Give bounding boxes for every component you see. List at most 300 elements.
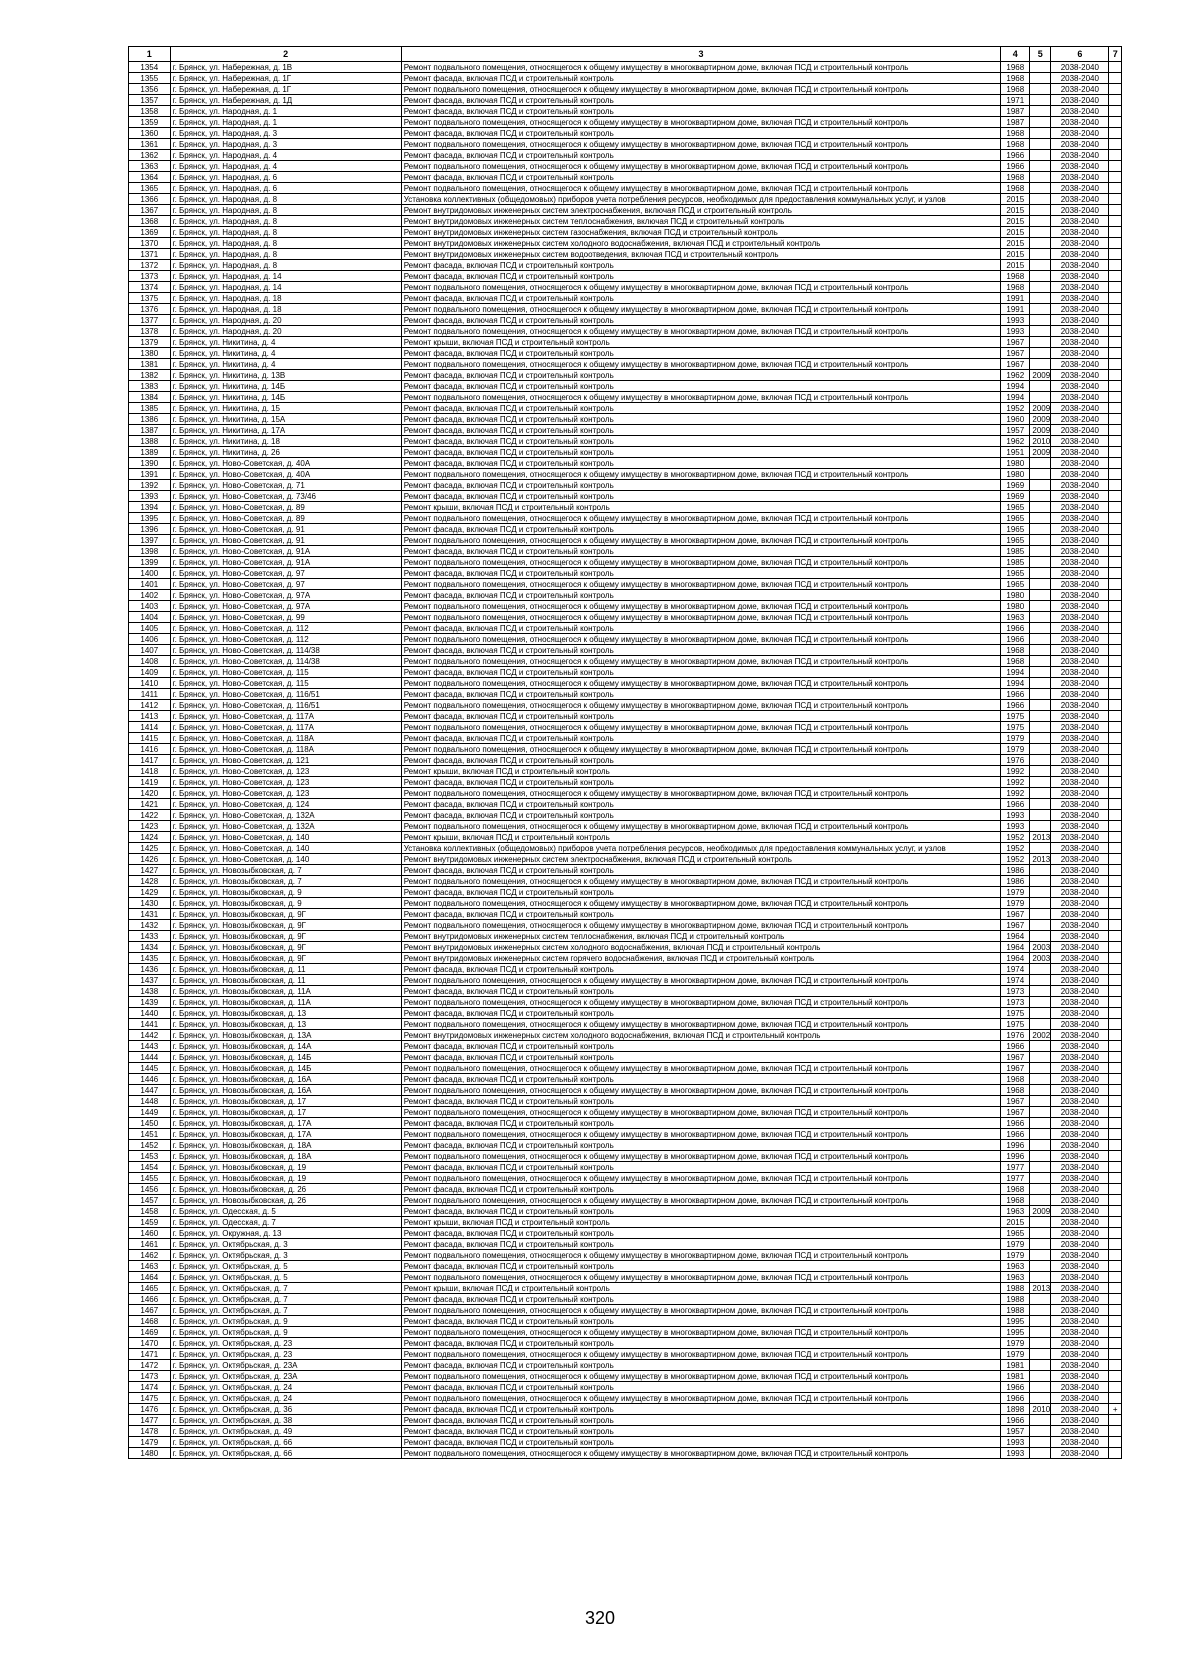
build-year-cell: 1979 xyxy=(1001,1349,1030,1360)
planned-period-cell: 2038-2040 xyxy=(1051,381,1109,392)
row-number-cell: 1445 xyxy=(129,1063,171,1074)
planned-period-cell: 2038-2040 xyxy=(1051,623,1109,634)
address-cell: г. Брянск, ул. Ново-Советская, д. 132А xyxy=(170,821,401,832)
last-repair-year-cell: 2009 xyxy=(1030,414,1051,425)
planned-period-cell: 2038-2040 xyxy=(1051,821,1109,832)
flag-cell xyxy=(1109,414,1122,425)
build-year-cell: 1966 xyxy=(1001,161,1030,172)
table-row xyxy=(129,1085,1122,1096)
address-cell: г. Брянск, ул. Народная, д. 8 xyxy=(170,238,401,249)
address-cell: г. Брянск, ул. Народная, д. 6 xyxy=(170,172,401,183)
table-row xyxy=(129,1008,1122,1019)
table-row xyxy=(129,62,1122,73)
work-type-cell: Ремонт фасада, включая ПСД и строительный контроль xyxy=(401,546,1001,557)
build-year-cell: 1987 xyxy=(1001,106,1030,117)
table-row xyxy=(129,194,1122,205)
flag-cell xyxy=(1109,1327,1122,1338)
address-cell: г. Брянск, ул. Народная, д. 8 xyxy=(170,216,401,227)
column-header: 4 xyxy=(1001,47,1030,62)
row-number-cell: 1371 xyxy=(129,249,171,260)
planned-period-cell: 2038-2040 xyxy=(1051,359,1109,370)
address-cell: г. Брянск, ул. Новозыбковская, д. 9Г xyxy=(170,909,401,920)
last-repair-year-cell xyxy=(1030,1162,1051,1173)
table-row xyxy=(129,546,1122,557)
last-repair-year-cell xyxy=(1030,711,1051,722)
last-repair-year-cell xyxy=(1030,1338,1051,1349)
row-number-cell: 1452 xyxy=(129,1140,171,1151)
row-number-cell: 1405 xyxy=(129,623,171,634)
build-year-cell: 1962 xyxy=(1001,370,1030,381)
last-repair-year-cell xyxy=(1030,975,1051,986)
last-repair-year-cell xyxy=(1030,480,1051,491)
address-cell: г. Брянск, ул. Октябрьская, д. 5 xyxy=(170,1261,401,1272)
planned-period-cell: 2038-2040 xyxy=(1051,700,1109,711)
build-year-cell: 1951 xyxy=(1001,447,1030,458)
work-type-cell: Ремонт подвального помещения, относящегося к общему имуществу в многоквартирном доме, включая ПСД и строительный контроль xyxy=(401,1129,1001,1140)
row-number-cell: 1455 xyxy=(129,1173,171,1184)
row-number-cell: 1451 xyxy=(129,1129,171,1140)
table-row xyxy=(129,359,1122,370)
last-repair-year-cell xyxy=(1030,1019,1051,1030)
flag-cell xyxy=(1109,920,1122,931)
address-cell: г. Брянск, ул. Октябрьская, д. 49 xyxy=(170,1426,401,1437)
build-year-cell: 1975 xyxy=(1001,1008,1030,1019)
build-year-cell: 1966 xyxy=(1001,623,1030,634)
row-number-cell: 1364 xyxy=(129,172,171,183)
table-row xyxy=(129,1360,1122,1371)
table-row xyxy=(129,425,1122,436)
address-cell: г. Брянск, ул. Ново-Советская, д. 123 xyxy=(170,777,401,788)
planned-period-cell: 2038-2040 xyxy=(1051,1426,1109,1437)
planned-period-cell: 2038-2040 xyxy=(1051,1448,1109,1459)
last-repair-year-cell xyxy=(1030,777,1051,788)
last-repair-year-cell xyxy=(1030,1008,1051,1019)
planned-period-cell: 2038-2040 xyxy=(1051,491,1109,502)
table-row xyxy=(129,403,1122,414)
planned-period-cell: 2038-2040 xyxy=(1051,1393,1109,1404)
flag-cell xyxy=(1109,1272,1122,1283)
planned-period-cell: 2038-2040 xyxy=(1051,568,1109,579)
work-type-cell: Ремонт фасада, включая ПСД и строительный контроль xyxy=(401,1118,1001,1129)
flag-cell xyxy=(1109,1063,1122,1074)
row-number-cell: 1372 xyxy=(129,260,171,271)
address-cell: г. Брянск, ул. Ново-Советская, д. 140 xyxy=(170,843,401,854)
address-cell: г. Брянск, ул. Новозыбковская, д. 13 xyxy=(170,1019,401,1030)
work-type-cell: Ремонт подвального помещения, относящегося к общему имуществу в многоквартирном доме, включая ПСД и строительный контроль xyxy=(401,139,1001,150)
work-type-cell: Ремонт фасада, включая ПСД и строительный контроль xyxy=(401,1338,1001,1349)
table-row xyxy=(129,579,1122,590)
row-number-cell: 1416 xyxy=(129,744,171,755)
address-cell: г. Брянск, ул. Ново-Советская, д. 123 xyxy=(170,788,401,799)
build-year-cell: 1966 xyxy=(1001,634,1030,645)
work-type-cell: Ремонт фасада, включая ПСД и строительный контроль xyxy=(401,425,1001,436)
work-type-cell: Ремонт подвального помещения, относящегося к общему имуществу в многоквартирном доме, включая ПСД и строительный контроль xyxy=(401,876,1001,887)
planned-period-cell: 2038-2040 xyxy=(1051,1008,1109,1019)
table-row xyxy=(129,84,1122,95)
row-number-cell: 1450 xyxy=(129,1118,171,1129)
row-number-cell: 1457 xyxy=(129,1195,171,1206)
flag-cell xyxy=(1109,1151,1122,1162)
last-repair-year-cell xyxy=(1030,326,1051,337)
last-repair-year-cell xyxy=(1030,1173,1051,1184)
work-type-cell: Ремонт фасада, включая ПСД и строительный контроль xyxy=(401,689,1001,700)
last-repair-year-cell xyxy=(1030,227,1051,238)
table-row xyxy=(129,700,1122,711)
address-cell: г. Брянск, ул. Новозыбковская, д. 16А xyxy=(170,1074,401,1085)
table-row xyxy=(129,282,1122,293)
planned-period-cell: 2038-2040 xyxy=(1051,1206,1109,1217)
table-row xyxy=(129,205,1122,216)
build-year-cell: 1968 xyxy=(1001,73,1030,84)
last-repair-year-cell xyxy=(1030,1085,1051,1096)
last-repair-year-cell xyxy=(1030,1415,1051,1426)
last-repair-year-cell xyxy=(1030,931,1051,942)
planned-period-cell: 2038-2040 xyxy=(1051,557,1109,568)
row-number-cell: 1443 xyxy=(129,1041,171,1052)
flag-cell xyxy=(1109,733,1122,744)
last-repair-year-cell xyxy=(1030,95,1051,106)
build-year-cell: 1963 xyxy=(1001,1261,1030,1272)
row-number-cell: 1439 xyxy=(129,997,171,1008)
address-cell: г. Брянск, ул. Новозыбковская, д. 16А xyxy=(170,1085,401,1096)
build-year-cell: 1966 xyxy=(1001,1382,1030,1393)
flag-cell xyxy=(1109,634,1122,645)
build-year-cell: 1992 xyxy=(1001,766,1030,777)
build-year-cell: 1979 xyxy=(1001,887,1030,898)
work-type-cell: Ремонт фасада, включая ПСД и строительный контроль xyxy=(401,1074,1001,1085)
last-repair-year-cell xyxy=(1030,150,1051,161)
flag-cell xyxy=(1109,1052,1122,1063)
table-row xyxy=(129,942,1122,953)
work-type-cell: Ремонт фасада, включая ПСД и строительный контроль xyxy=(401,590,1001,601)
table-row xyxy=(129,744,1122,755)
last-repair-year-cell xyxy=(1030,293,1051,304)
last-repair-year-cell xyxy=(1030,1305,1051,1316)
last-repair-year-cell xyxy=(1030,513,1051,524)
last-repair-year-cell xyxy=(1030,260,1051,271)
row-number-cell: 1417 xyxy=(129,755,171,766)
build-year-cell: 1967 xyxy=(1001,1107,1030,1118)
planned-period-cell: 2038-2040 xyxy=(1051,612,1109,623)
work-type-cell: Ремонт подвального помещения, относящегося к общему имуществу в многоквартирном доме, включая ПСД и строительный контроль xyxy=(401,161,1001,172)
planned-period-cell: 2038-2040 xyxy=(1051,436,1109,447)
work-type-cell: Ремонт фасада, включая ПСД и строительный контроль xyxy=(401,799,1001,810)
planned-period-cell: 2038-2040 xyxy=(1051,535,1109,546)
column-header: 2 xyxy=(170,47,401,62)
row-number-cell: 1434 xyxy=(129,942,171,953)
row-number-cell: 1378 xyxy=(129,326,171,337)
build-year-cell: 1965 xyxy=(1001,502,1030,513)
table-row xyxy=(129,1162,1122,1173)
last-repair-year-cell xyxy=(1030,491,1051,502)
row-number-cell: 1467 xyxy=(129,1305,171,1316)
planned-period-cell: 2038-2040 xyxy=(1051,975,1109,986)
table-row xyxy=(129,381,1122,392)
build-year-cell: 1995 xyxy=(1001,1316,1030,1327)
row-number-cell: 1399 xyxy=(129,557,171,568)
row-number-cell: 1410 xyxy=(129,678,171,689)
table-row xyxy=(129,1415,1122,1426)
row-number-cell: 1438 xyxy=(129,986,171,997)
last-repair-year-cell xyxy=(1030,535,1051,546)
build-year-cell: 1967 xyxy=(1001,1052,1030,1063)
last-repair-year-cell xyxy=(1030,865,1051,876)
address-cell: г. Брянск, ул. Новозыбковская, д. 9Г xyxy=(170,953,401,964)
row-number-cell: 1369 xyxy=(129,227,171,238)
build-year-cell: 1968 xyxy=(1001,656,1030,667)
build-year-cell: 1966 xyxy=(1001,689,1030,700)
table-row xyxy=(129,909,1122,920)
planned-period-cell: 2038-2040 xyxy=(1051,766,1109,777)
planned-period-cell: 2038-2040 xyxy=(1051,1371,1109,1382)
flag-cell xyxy=(1109,1393,1122,1404)
last-repair-year-cell xyxy=(1030,634,1051,645)
build-year-cell: 1971 xyxy=(1001,95,1030,106)
flag-cell xyxy=(1109,579,1122,590)
flag-cell: + xyxy=(1109,1404,1122,1415)
row-number-cell: 1440 xyxy=(129,1008,171,1019)
table-row xyxy=(129,337,1122,348)
address-cell: г. Брянск, ул. Ново-Советская, д. 114/38 xyxy=(170,656,401,667)
row-number-cell: 1466 xyxy=(129,1294,171,1305)
work-type-cell: Ремонт подвального помещения, относящегося к общему имуществу в многоквартирном доме, включая ПСД и строительный контроль xyxy=(401,535,1001,546)
address-cell: г. Брянск, ул. Набережная, д. 1Д xyxy=(170,95,401,106)
build-year-cell: 1980 xyxy=(1001,469,1030,480)
work-type-cell: Ремонт фасада, включая ПСД и строительный контроль xyxy=(401,172,1001,183)
planned-period-cell: 2038-2040 xyxy=(1051,1151,1109,1162)
flag-cell xyxy=(1109,744,1122,755)
last-repair-year-cell: 2009 xyxy=(1030,370,1051,381)
last-repair-year-cell xyxy=(1030,128,1051,139)
row-number-cell: 1470 xyxy=(129,1338,171,1349)
last-repair-year-cell xyxy=(1030,1349,1051,1360)
work-type-cell: Ремонт подвального помещения, относящегося к общему имуществу в многоквартирном доме, включая ПСД и строительный контроль xyxy=(401,1250,1001,1261)
row-number-cell: 1448 xyxy=(129,1096,171,1107)
planned-period-cell: 2038-2040 xyxy=(1051,1228,1109,1239)
planned-period-cell: 2038-2040 xyxy=(1051,260,1109,271)
flag-cell xyxy=(1109,1206,1122,1217)
address-cell: г. Брянск, ул. Народная, д. 3 xyxy=(170,128,401,139)
table-row xyxy=(129,513,1122,524)
flag-cell xyxy=(1109,238,1122,249)
planned-period-cell: 2038-2040 xyxy=(1051,1217,1109,1228)
last-repair-year-cell xyxy=(1030,1052,1051,1063)
work-type-cell: Ремонт подвального помещения, относящегося к общему имуществу в многоквартирном доме, включая ПСД и строительный контроль xyxy=(401,1327,1001,1338)
build-year-cell: 1975 xyxy=(1001,1019,1030,1030)
work-type-cell: Ремонт подвального помещения, относящегося к общему имуществу в многоквартирном доме, включая ПСД и строительный контроль xyxy=(401,1107,1001,1118)
planned-period-cell: 2038-2040 xyxy=(1051,1107,1109,1118)
flag-cell xyxy=(1109,73,1122,84)
planned-period-cell: 2038-2040 xyxy=(1051,1019,1109,1030)
work-type-cell: Ремонт крыши, включая ПСД и строительный контроль xyxy=(401,1283,1001,1294)
flag-cell xyxy=(1109,359,1122,370)
table-row xyxy=(129,1195,1122,1206)
table-row xyxy=(129,623,1122,634)
planned-period-cell: 2038-2040 xyxy=(1051,1239,1109,1250)
last-repair-year-cell xyxy=(1030,678,1051,689)
flag-cell xyxy=(1109,348,1122,359)
address-cell: г. Брянск, ул. Новозыбковская, д. 7 xyxy=(170,876,401,887)
row-number-cell: 1380 xyxy=(129,348,171,359)
planned-period-cell: 2038-2040 xyxy=(1051,370,1109,381)
build-year-cell: 1985 xyxy=(1001,557,1030,568)
work-type-cell: Ремонт внутридомовых инженерных систем холодного водоснабжения, включая ПСД и строительный контроль xyxy=(401,1030,1001,1041)
column-header: 6 xyxy=(1051,47,1109,62)
planned-period-cell: 2038-2040 xyxy=(1051,854,1109,865)
last-repair-year-cell: 2013 xyxy=(1030,854,1051,865)
table-row xyxy=(129,469,1122,480)
build-year-cell: 1968 xyxy=(1001,271,1030,282)
work-type-cell: Ремонт фасада, включая ПСД и строительный контроль xyxy=(401,403,1001,414)
build-year-cell: 1957 xyxy=(1001,1426,1030,1437)
work-type-cell: Ремонт фасада, включая ПСД и строительный контроль xyxy=(401,645,1001,656)
last-repair-year-cell xyxy=(1030,1448,1051,1459)
build-year-cell: 1993 xyxy=(1001,1437,1030,1448)
address-cell: г. Брянск, ул. Ново-Советская, д. 89 xyxy=(170,502,401,513)
planned-period-cell: 2038-2040 xyxy=(1051,1272,1109,1283)
table-row xyxy=(129,1404,1122,1415)
planned-period-cell: 2038-2040 xyxy=(1051,1415,1109,1426)
planned-period-cell: 2038-2040 xyxy=(1051,1250,1109,1261)
flag-cell xyxy=(1109,1217,1122,1228)
work-type-cell: Ремонт фасада, включая ПСД и строительный контроль xyxy=(401,1228,1001,1239)
build-year-cell: 1974 xyxy=(1001,975,1030,986)
flag-cell xyxy=(1109,1030,1122,1041)
build-year-cell: 1986 xyxy=(1001,865,1030,876)
flag-cell xyxy=(1109,150,1122,161)
last-repair-year-cell xyxy=(1030,1250,1051,1261)
last-repair-year-cell xyxy=(1030,194,1051,205)
work-type-cell: Ремонт фасада, включая ПСД и строительный контроль xyxy=(401,1239,1001,1250)
table-row xyxy=(129,1019,1122,1030)
table-row xyxy=(129,458,1122,469)
address-cell: г. Брянск, ул. Новозыбковская, д. 13А xyxy=(170,1030,401,1041)
flag-cell xyxy=(1109,425,1122,436)
table-row xyxy=(129,788,1122,799)
table-row xyxy=(129,1437,1122,1448)
build-year-cell: 1965 xyxy=(1001,1228,1030,1239)
build-year-cell: 1968 xyxy=(1001,84,1030,95)
address-cell: г. Брянск, ул. Народная, д. 8 xyxy=(170,249,401,260)
work-type-cell: Ремонт фасада, включая ПСД и строительный контроль xyxy=(401,1206,1001,1217)
address-cell: г. Брянск, ул. Ново-Советская, д. 40А xyxy=(170,469,401,480)
flag-cell xyxy=(1109,117,1122,128)
row-number-cell: 1412 xyxy=(129,700,171,711)
last-repair-year-cell xyxy=(1030,161,1051,172)
flag-cell xyxy=(1109,491,1122,502)
flag-cell xyxy=(1109,623,1122,634)
build-year-cell: 1981 xyxy=(1001,1360,1030,1371)
planned-period-cell: 2038-2040 xyxy=(1051,887,1109,898)
address-cell: г. Брянск, ул. Ново-Советская, д. 40А xyxy=(170,458,401,469)
row-number-cell: 1400 xyxy=(129,568,171,579)
table-row xyxy=(129,986,1122,997)
column-header: 5 xyxy=(1030,47,1051,62)
table-row xyxy=(129,1382,1122,1393)
address-cell: г. Брянск, ул. Ново-Советская, д. 116/51 xyxy=(170,689,401,700)
work-type-cell: Ремонт фасада, включая ПСД и строительный контроль xyxy=(401,1261,1001,1272)
work-type-cell: Ремонт подвального помещения, относящегося к общему имуществу в многоквартирном доме, включая ПСД и строительный контроль xyxy=(401,700,1001,711)
planned-period-cell: 2038-2040 xyxy=(1051,62,1109,73)
flag-cell xyxy=(1109,1382,1122,1393)
planned-period-cell: 2038-2040 xyxy=(1051,1030,1109,1041)
row-number-cell: 1420 xyxy=(129,788,171,799)
table-row xyxy=(129,975,1122,986)
row-number-cell: 1456 xyxy=(129,1184,171,1195)
work-type-cell: Ремонт фасада, включая ПСД и строительный контроль xyxy=(401,810,1001,821)
last-repair-year-cell xyxy=(1030,249,1051,260)
planned-period-cell: 2038-2040 xyxy=(1051,161,1109,172)
work-type-cell: Ремонт фасада, включая ПСД и строительный контроль xyxy=(401,1008,1001,1019)
row-number-cell: 1387 xyxy=(129,425,171,436)
last-repair-year-cell xyxy=(1030,1151,1051,1162)
row-number-cell: 1365 xyxy=(129,183,171,194)
table-row xyxy=(129,139,1122,150)
last-repair-year-cell xyxy=(1030,458,1051,469)
row-number-cell: 1441 xyxy=(129,1019,171,1030)
row-number-cell: 1473 xyxy=(129,1371,171,1382)
address-cell: г. Брянск, ул. Новозыбковская, д. 11 xyxy=(170,975,401,986)
flag-cell xyxy=(1109,1338,1122,1349)
row-number-cell: 1414 xyxy=(129,722,171,733)
table-row xyxy=(129,1283,1122,1294)
flag-cell xyxy=(1109,612,1122,623)
work-type-cell: Ремонт фасада, включая ПСД и строительный контроль xyxy=(401,1316,1001,1327)
flag-cell xyxy=(1109,128,1122,139)
row-number-cell: 1375 xyxy=(129,293,171,304)
row-number-cell: 1397 xyxy=(129,535,171,546)
last-repair-year-cell xyxy=(1030,986,1051,997)
address-cell: г. Брянск, ул. Октябрьская, д. 7 xyxy=(170,1305,401,1316)
planned-period-cell: 2038-2040 xyxy=(1051,458,1109,469)
table-row xyxy=(129,447,1122,458)
table-row xyxy=(129,634,1122,645)
work-type-cell: Ремонт подвального помещения, относящегося к общему имуществу в многоквартирном доме, включая ПСД и строительный контроль xyxy=(401,1371,1001,1382)
build-year-cell: 1991 xyxy=(1001,293,1030,304)
address-cell: г. Брянск, ул. Новозыбковская, д. 9Г xyxy=(170,942,401,953)
row-number-cell: 1436 xyxy=(129,964,171,975)
planned-period-cell: 2038-2040 xyxy=(1051,1338,1109,1349)
table-row xyxy=(129,227,1122,238)
address-cell: г. Брянск, ул. Новозыбковская, д. 14Б xyxy=(170,1063,401,1074)
work-type-cell: Ремонт крыши, включая ПСД и строительный контроль xyxy=(401,766,1001,777)
flag-cell xyxy=(1109,964,1122,975)
build-year-cell: 1968 xyxy=(1001,1085,1030,1096)
work-type-cell: Ремонт фасада, включая ПСД и строительный контроль xyxy=(401,667,1001,678)
address-cell: г. Брянск, ул. Набережная, д. 1Г xyxy=(170,73,401,84)
flag-cell xyxy=(1109,293,1122,304)
table-row xyxy=(129,95,1122,106)
flag-cell xyxy=(1109,898,1122,909)
work-type-cell: Ремонт фасада, включая ПСД и строительный контроль xyxy=(401,1426,1001,1437)
build-year-cell: 1966 xyxy=(1001,150,1030,161)
build-year-cell: 2015 xyxy=(1001,249,1030,260)
table-row xyxy=(129,238,1122,249)
last-repair-year-cell xyxy=(1030,1107,1051,1118)
flag-cell xyxy=(1109,1096,1122,1107)
address-cell: г. Брянск, ул. Народная, д. 14 xyxy=(170,271,401,282)
planned-period-cell: 2038-2040 xyxy=(1051,1283,1109,1294)
planned-period-cell: 2038-2040 xyxy=(1051,1294,1109,1305)
planned-period-cell: 2038-2040 xyxy=(1051,403,1109,414)
planned-period-cell: 2038-2040 xyxy=(1051,1063,1109,1074)
row-number-cell: 1454 xyxy=(129,1162,171,1173)
row-number-cell: 1388 xyxy=(129,436,171,447)
table-row xyxy=(129,1074,1122,1085)
address-cell: г. Брянск, ул. Октябрьская, д. 7 xyxy=(170,1283,401,1294)
address-cell: г. Брянск, ул. Новозыбковская, д. 17А xyxy=(170,1118,401,1129)
row-number-cell: 1472 xyxy=(129,1360,171,1371)
